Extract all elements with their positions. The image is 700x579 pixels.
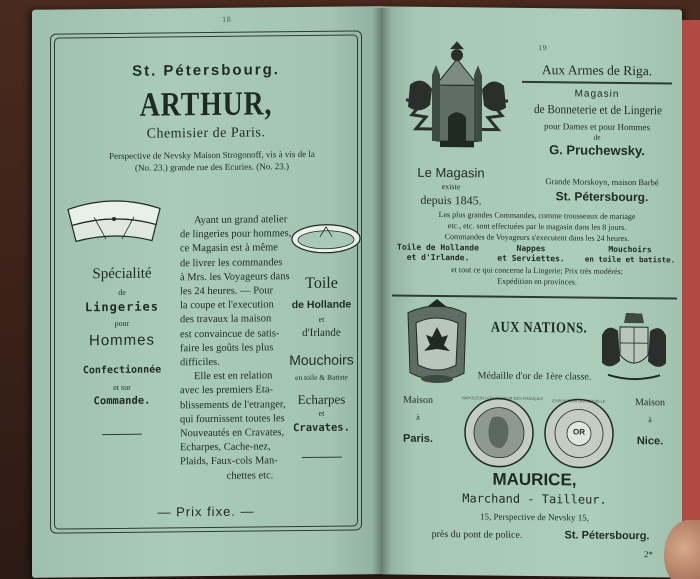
body-line: la coupe et l'execution xyxy=(180,299,274,312)
riga-body-line: Les plus grandes Commandes, comme trousseaux de mariage xyxy=(438,210,636,222)
body-line: faire les goûts les plus xyxy=(180,342,274,355)
riga-body-line: etc., etc. sont effectuées par le magasin dans les 8 jours. xyxy=(447,221,627,232)
section-divider xyxy=(392,295,677,299)
riga-item: et d'Irlande. xyxy=(406,252,470,263)
depuis-label: depuis 1845. xyxy=(420,192,482,208)
le-magasin-label: Le Magasin xyxy=(417,164,485,181)
hommes-label: Hommes xyxy=(88,331,155,350)
a-right: à xyxy=(648,415,652,425)
riga-item: Mouchoirs xyxy=(608,244,652,255)
page-number: 18 xyxy=(222,15,231,24)
body-line: à Mrs. les Voyageurs dans xyxy=(180,270,290,284)
tailor-address-2: près du pont de police. xyxy=(431,528,523,541)
medal-text: Médaille d'or de 1ère classe. xyxy=(477,370,592,383)
body-line: Ayant un grand atelier xyxy=(194,214,288,227)
address-line-1: Perspective de Nevsky Maison Strogonoff, vis à vis de la xyxy=(109,148,315,162)
book-gutter xyxy=(372,8,392,576)
riga-item: Nappes xyxy=(516,243,546,254)
de-line: de xyxy=(593,132,601,142)
owner-name: G. Pruchewsky. xyxy=(549,142,645,159)
body-line: les 24 heures. — Pour xyxy=(180,285,274,298)
mouchoirs-label: Mouchoirs xyxy=(289,351,354,369)
body-line: Plaids, Faux-cols Man- xyxy=(180,455,278,468)
left-col-pour: pour xyxy=(114,318,130,328)
riga-item: en toile et batiste. xyxy=(584,254,676,265)
tailor-profession: Marchand - Tailleur. xyxy=(462,491,607,507)
dames-hommes-line: pour Dames et pour Hommes xyxy=(544,121,650,133)
irlande-label: d'Irlande xyxy=(302,326,341,340)
riga-item: Toile de Hollande xyxy=(397,242,479,253)
russian-double-eagle-crest-icon xyxy=(402,45,512,166)
cravates-label: Cravates. xyxy=(293,421,350,435)
coin-legend: EXPOSITION UNIVERSELLE xyxy=(552,398,606,404)
body-line: de lingeries pour hommes, xyxy=(180,228,292,241)
maison-right: Maison xyxy=(635,397,665,409)
specialty-label: Spécialité xyxy=(92,265,152,283)
bonneterie-line: de Bonneterie et de Lingerie xyxy=(533,102,663,118)
body-text xyxy=(180,213,320,484)
body-line: ce Magasin est à même xyxy=(180,242,278,255)
signature-mark: 2* xyxy=(644,549,653,560)
body-line: blissements de l'etranger, xyxy=(180,398,286,411)
body-line: Echarpes, Cache-nez, xyxy=(180,441,271,454)
medal-coin-icon xyxy=(462,395,544,470)
page-edge xyxy=(682,20,700,565)
body-line: est convaincue de satis- xyxy=(180,327,280,340)
riga-body-line: et tout ce qui concerne la Lingerie; Prix très modérés; xyxy=(451,265,623,276)
body-line: de livrer les commandes xyxy=(180,256,283,269)
aux-nations-title: AUX NATIONS. xyxy=(490,319,588,337)
body-line: Elle est en relation xyxy=(194,370,273,383)
city-paris: Paris. xyxy=(403,432,433,445)
body-line: difficiles. xyxy=(180,356,220,369)
shop-subtitle: Chemisier de Paris. xyxy=(146,125,266,142)
coin-center: OR xyxy=(573,427,585,437)
magasin-label: Magasin xyxy=(574,88,620,100)
coin-legend: NAPOLEON III EMPEREUR DES FRANÇAIS xyxy=(462,395,544,402)
prix-fixe: — Prix fixe. — xyxy=(157,503,255,520)
page-number: 19 xyxy=(538,44,547,53)
toile-label: Toile xyxy=(305,274,338,292)
title-underline xyxy=(522,81,672,84)
echarpes-label: Echarpes xyxy=(297,391,346,408)
body-line: des travaux la maison xyxy=(180,313,272,326)
riga-title: Aux Armes de Riga. xyxy=(541,62,653,79)
riga-city: St. Pétersbourg. xyxy=(555,189,649,205)
riga-body-line: Expédition en provinces. xyxy=(497,276,577,287)
lingeries-label: Lingeries xyxy=(84,299,160,315)
left-page xyxy=(32,6,382,578)
a-left: à xyxy=(416,412,420,422)
toile-batiste-label: en toile & Batiste xyxy=(295,372,348,383)
city-nice: Nice. xyxy=(636,435,664,448)
maison-left: Maison xyxy=(403,394,433,406)
body-line: avec les premiers Eta- xyxy=(180,384,273,397)
existe-label: existe xyxy=(441,182,461,192)
left-col-de: de xyxy=(118,287,126,297)
right-col-et-2: et xyxy=(318,408,325,418)
riga-address: Grande Morskoyn, maison Barbé xyxy=(545,176,659,188)
tailor-city: St. Pétersbourg. xyxy=(564,529,650,543)
commande-label: Commande. xyxy=(93,394,151,408)
hollande-label: de Hollande xyxy=(291,298,352,312)
riga-item: et Serviettes. xyxy=(497,253,565,264)
body-line: chettes etc. xyxy=(226,469,274,482)
shirt-collar-icon xyxy=(64,194,164,250)
left-col-etsur: et sur xyxy=(113,382,131,392)
confectionnee-label: Confectionnée xyxy=(82,364,162,377)
body-line: Nouveautés en Cravates, xyxy=(180,427,285,440)
shop-name: ARTHUR, xyxy=(139,85,273,124)
body-line: qui fournissent toutes les xyxy=(180,413,285,426)
address-line-2: (No. 23.) grande rue des Ecuries. (No. 23.) xyxy=(135,161,289,173)
tailor-name: MAURICE, xyxy=(492,469,577,490)
city-heading: St. Pétersbourg. xyxy=(132,61,280,80)
right-col-et: et xyxy=(318,314,325,324)
right-page xyxy=(382,6,682,577)
tailor-address: 15, Perspective de Nevsky 15, xyxy=(480,511,589,523)
riga-body-line: Commandes de Voyageurs s'executent dans les 24 heures. xyxy=(444,232,630,244)
